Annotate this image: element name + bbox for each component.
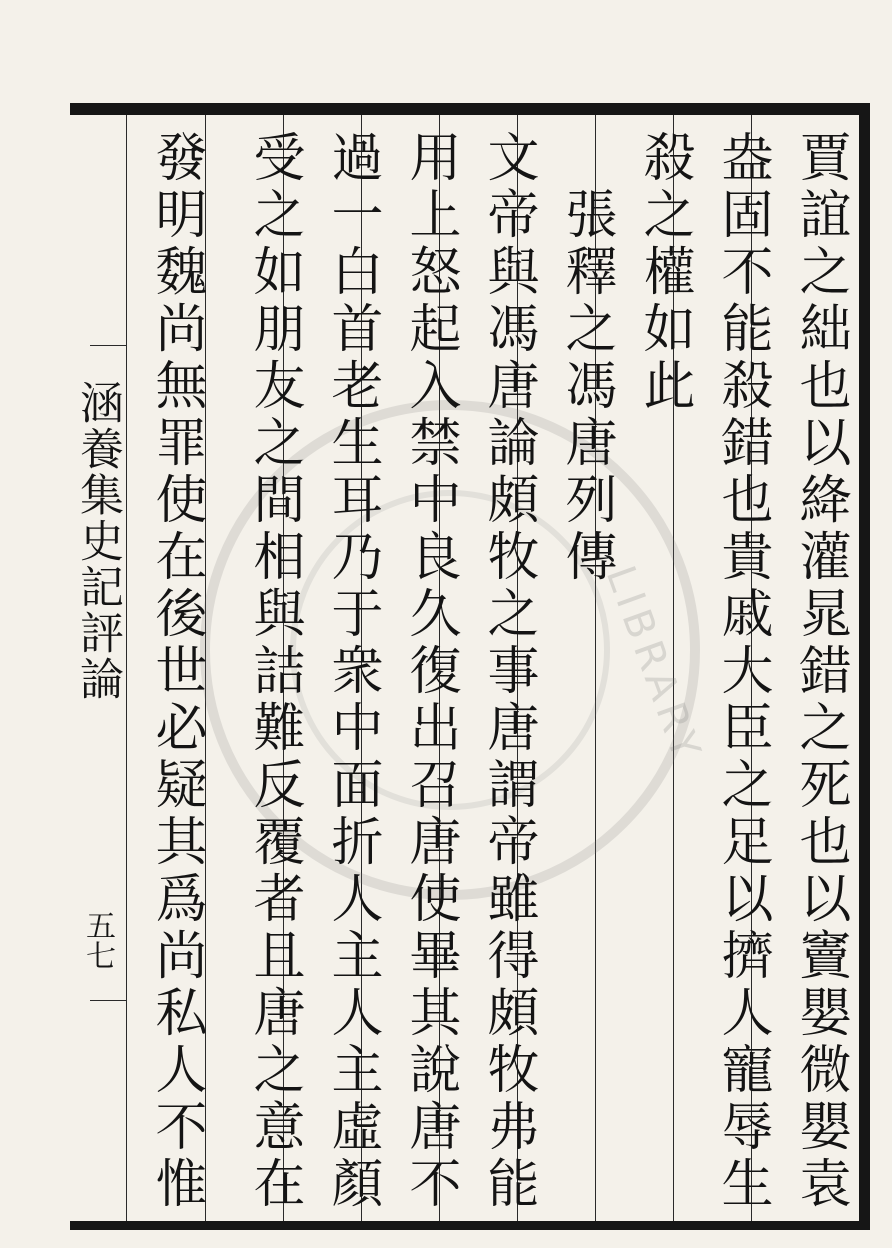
text-column-5: 文帝與馮唐論頗牧之事唐謂帝雖得頗牧弗能 [478, 130, 538, 1213]
text-column-7: 過一白首老生耳乃于衆中面折人主人主虛顏 [322, 130, 382, 1213]
folio-number: 五七 [80, 910, 115, 970]
library-seal-text: LIBRARY [596, 560, 711, 770]
text-column-1: 賈誼之絀也以絳灌晁錯之死也以竇嬰微嬰袁 [790, 130, 850, 1213]
text-column-9: 發明魏尚無罪使在後世必疑其爲尚私人不惟 [146, 130, 206, 1213]
section-title: 史記評論 [72, 518, 123, 702]
margin-title [72, 380, 122, 702]
text-column-8: 受之如朋友之間相與詰難反覆者且唐之意在 [244, 130, 304, 1213]
column-divider [126, 115, 127, 1221]
text-column-3: 殺之權如此 [634, 130, 694, 415]
text-column-2: 盎固不能殺錯也貴戚大臣之足以擠人寵辱生 [712, 130, 772, 1213]
text-column-4-heading: 張釋之馮唐列傳 [556, 130, 616, 586]
text-column-6: 用上怒起入禁中良久復出召唐使畢其說唐不 [400, 130, 460, 1213]
book-title: 涵養集 [72, 380, 123, 518]
margin-rule-bottom [90, 1000, 126, 1001]
margin-rule-top [90, 345, 126, 346]
